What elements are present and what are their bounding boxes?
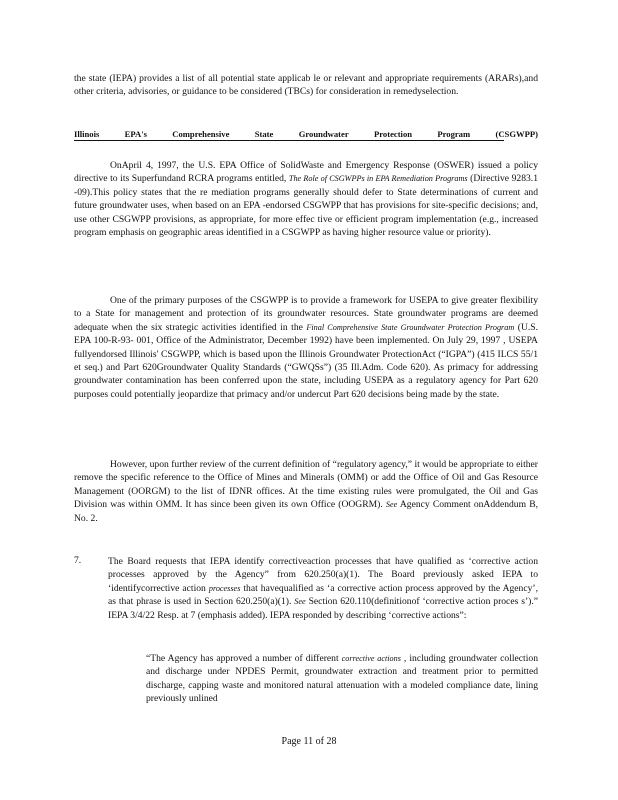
- item-number: 7.: [74, 555, 82, 566]
- paragraph-text: The Board requests that IEPA identify correctiveaction processes that have qualified as ‘corrective action processes approved by the Agency” from 620.250(a)(1). The Board previously asked IEPA to ‘identifycorrective action: [108, 556, 538, 594]
- page-number: Page 11 of 28: [281, 736, 337, 747]
- heading-word: EPA's: [124, 129, 147, 139]
- heading-word: State: [254, 129, 274, 139]
- quote-text: , including groundwater collection and discharge under NPDES Permit, groundwater extraction and treatment prior to permitted discharge, capping waste and monitored natural attenuation with a modeled compliance date, lining previously unlined: [146, 653, 538, 705]
- paragraph-text: OnApril 4, 1997, the U.S. EPA Office of SolidWaste and Emergency Response (OSWER) issued a policy directive to its Superfundand RCRA programs entitled,: [74, 160, 538, 185]
- italic-word: corrective actions: [341, 654, 401, 663]
- quote-text: “The Agency has approved a number of different: [146, 653, 342, 664]
- italic-word: processes: [208, 583, 241, 593]
- heading-word: Program: [437, 129, 471, 139]
- paragraph-text: Agency Comment onAddendum B, No. 2.: [74, 499, 538, 524]
- heading-word: Comprehensive: [172, 129, 230, 139]
- block-quote: [146, 652, 538, 706]
- italic-see: See: [294, 597, 306, 607]
- heading-word: Protection: [374, 129, 413, 139]
- paragraph-text: the state (IEPA) provides a list of all potential state applicab le or relevant and appropriate requirements (ARARs),and other criteria, advisories, or guidance to be considered (TBCs) for consideration in remedyselection.: [74, 73, 538, 98]
- paragraph-continuation: [74, 72, 538, 99]
- paragraph-csgwpp-purpose: [74, 294, 538, 401]
- section-heading: [74, 129, 538, 139]
- paragraph-oswer-directive: [74, 159, 538, 239]
- heading-underline: [74, 140, 504, 141]
- paragraph-text: (Directive 9283.1 -09).This policy states that the re mediation programs generally should defer to State determinations of current and future groundwater uses, when based on an EPA -endorsed CSGWPP that has provisions for site-specific decisions; and, use other CSGWPP provisions, as appropriate, for more effec tive or efficient program implementation (e.g., increased program emphasis on geographic areas identified in a CSGWPP as having higher resource value or priority).: [74, 173, 538, 239]
- italic-title: Final Comprehensive State Groundwater Protection Program: [306, 322, 515, 332]
- italic-see: See: [385, 500, 398, 510]
- paragraph-text: However, upon further review of the current definition of “regulatory agency,” it would be appropriate to either remove the specific reference to the Office of Mines and Minerals (OMM) or add the Office of Oil and Gas Resource Management (OORGM) to the list of IDNR offices. At the time existing rules were promulgated, the Oil and Gas Division was within OMM. It has since been given its own Office (OOGRM).: [74, 459, 538, 511]
- italic-title: The Role of CSGWPPs in EPA Remediation Programs: [288, 174, 468, 184]
- heading-word: Groundwater: [298, 129, 349, 139]
- paragraph-regulatory-agency: [74, 458, 538, 525]
- numbered-item-7: [108, 555, 538, 622]
- heading-word: (CSGWPP): [495, 129, 538, 139]
- paragraph-text: Section 620.110(definitionof ‘corrective action proces s’).” IEPA 3/4/22 Resp. at 7 (emphasis added). IEPA responded by describing ‘corrective actions”:: [108, 596, 538, 621]
- paragraph-text: One of the primary purposes of the CSGWPP is to provide a framework for USEPA to give greater flexibility to a State for management and protection of its groundwater resources. State groundwater programs are deemed adequate when the six strategic activities identified in the: [74, 295, 538, 333]
- heading-word: Illinois: [74, 129, 100, 139]
- paragraph-text: that havequalified as ‘a corrective action process approved by the Agency’, as that phrase is used in Section 620.250(a)(1).: [108, 582, 538, 608]
- paragraph-text: (U.S. EPA 100-R-93- 001, Office of the Administrator, December 1992) have been implemented. On July 29, 1997 , USEPA fullyendorsed Illinois' CSGWPP, which is based upon the Illinois Groundwater ProtectionAct (“IGPA”) (415 ILCS 55/1 et seq.) and Part 620Groundwater Quality Standards (“GWQSs”) (35 Ill.Adm. Code 620). As primacy for addressing groundwater contamination has been conferred upon the state, including USEPA as a regulatory agency for Part 620 purposes could potentially jeopardize that primacy and/or undercut Part 620 decisions being made by the state.: [74, 321, 539, 400]
